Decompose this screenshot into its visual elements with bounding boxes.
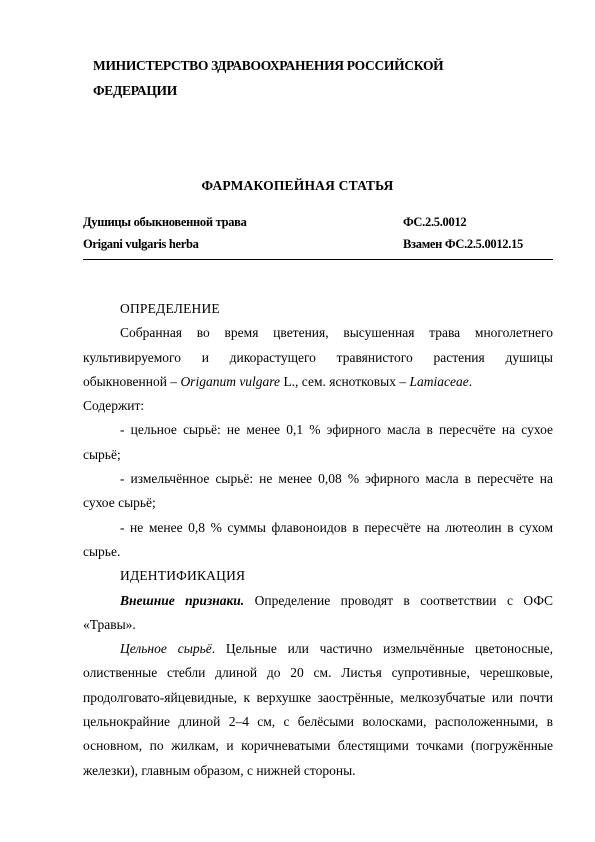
whole-raw-material-label: Цельное сырьё	[120, 641, 212, 657]
definition-paragraph	[83, 321, 553, 394]
external-signs-text: Определение проводят в соответствии с ОФС «Травы».	[83, 592, 553, 632]
external-signs-paragraph	[83, 589, 553, 638]
definition-text-1: Собранная во время цветения, высушенная трава многолетнего культивируемого и дикорастущего травянистого растения душицы обыкновенной –	[83, 325, 553, 389]
species-name: Origanum vulgare	[180, 373, 281, 389]
family-name: Lamiaceae	[409, 373, 469, 389]
document-code: ФС.2.5.0012	[403, 215, 467, 229]
drug-name-russian: Душицы обыкновенной трава	[83, 215, 247, 229]
definition-heading: ОПРЕДЕЛЕНИЕ	[120, 301, 220, 316]
content-item-3: - не менее 0,8 % суммы флавоноидов в пересчёте на лютеолин в сухом сырье.	[83, 519, 553, 559]
definition-text-3: .	[468, 373, 473, 389]
whole-raw-material-paragraph	[83, 637, 553, 783]
definition-text-2: L., сем. яснотковых –	[280, 373, 410, 389]
identification-heading: ИДЕНТИФИКАЦИЯ	[120, 568, 246, 584]
contains-label: Содержит:	[83, 398, 145, 414]
document-body	[83, 297, 553, 783]
external-signs-label: Внешние признаки.	[120, 592, 245, 608]
drug-name-latin: Origani vulgaris herba	[83, 237, 199, 251]
content-item-2: - измельчённое сырьё: не менее 0,08 % эфирного масла в пересчёте на сухое сырьё;	[83, 471, 553, 511]
replaces-code: Взамен ФС.2.5.0012.15	[403, 237, 523, 251]
content-item-1: - цельное сырьё: не менее 0,1 % эфирного масла в пересчёте на сухое сырьё;	[83, 422, 553, 462]
whole-raw-material-text: . Цельные или частично измельчённые цветоносные, олиственные стебли длиной до 20 см. Листья супротивные, черешковые, продолговато-яйцевидные, к верхушке заострённые, мелкозубчатые или почти цельнокрайние длиной 2–4 см, с белёсыми волосками, расположенными, в основном, по жилкам, и коричневатыми блестящими точками (погружённые железки), главным образом, с нижней стороны.	[83, 641, 553, 778]
header-divider	[83, 259, 553, 260]
ministry-heading: МИНИСТЕРСТВО ЗДРАВООХРАНЕНИЯ РОССИЙСКОЙ ФЕДЕРАЦИИ	[93, 58, 444, 98]
document-type-title: ФАРМАКОПЕЙНАЯ СТАТЬЯ	[201, 178, 394, 193]
